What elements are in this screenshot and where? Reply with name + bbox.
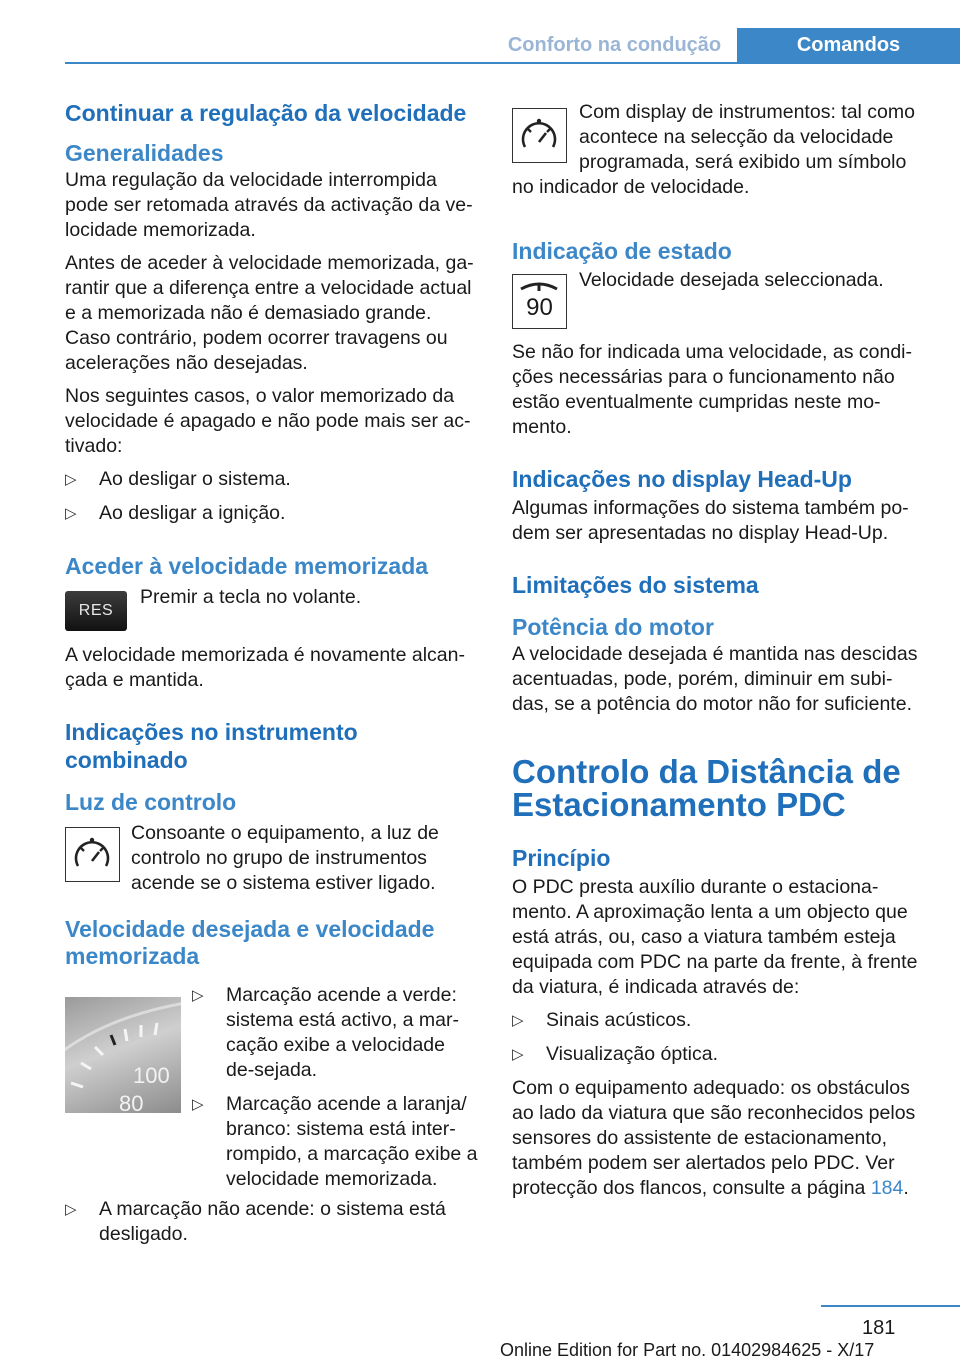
gauge-row: [65, 983, 478, 1193]
header-section: Conforto na condução: [507, 34, 722, 56]
heading-general: Generalidades: [65, 139, 224, 166]
list-item: ▷ Marcação acende a verde: sistema está activo, a mar-cação exibe a velocidade de-sejada.: [192, 983, 478, 1083]
left-column: [65, 100, 478, 1256]
gauge-label: 100: [133, 1062, 170, 1088]
para-general-2: Antes de aceder à velocidade memorizada, ga-rantir que a diferença entre a velocidade actual e a memorizada não é demasiado grande. Caso contrário, podem ocorrer travagens ou acelerações não desejadas.: [65, 252, 474, 375]
heading-engine-power: Potência do motor: [512, 613, 714, 640]
para-memorized-reached: A velocidade memorizada é novamente alcan-çada e mantida.: [65, 644, 465, 692]
heading-pdc: Controlo da Distância de Estacionamento PDC: [512, 753, 901, 824]
heading-access-memorized: Aceder à velocidade memorizada: [65, 553, 429, 580]
heading-limitations: Limitações do sistema: [512, 572, 759, 599]
res-text: Premir a tecla no volante.: [140, 586, 362, 609]
page-link[interactable]: 184: [870, 1176, 904, 1199]
display-text-cont: no indicador de velocidade.: [512, 176, 750, 198]
status-text: Velocidade desejada seleccionada.: [579, 269, 884, 292]
display-row: [512, 100, 924, 175]
status-row: [512, 268, 924, 324]
para-final-end: .: [903, 1176, 909, 1199]
list-item: ▷ Marcação acende a laranja/ branco: sistema está inter-rompido, a marcação exibe a velocidade memorizada.: [192, 1092, 478, 1192]
heading-control-light: Luz de controlo: [65, 788, 237, 815]
page-number: 181: [862, 1317, 896, 1339]
heading-principle: Princípio: [512, 845, 611, 872]
bullet-list-pdc: [512, 1008, 924, 1067]
para-hud: Algumas informações do sistema também po-dem ser apresentadas no display Head-Up.: [512, 497, 909, 545]
list-item: ▷ Visualização óptica.: [512, 1042, 924, 1067]
speed-display-icon: [512, 274, 567, 329]
header-rule: [65, 62, 960, 64]
footer-edition: Online Edition for Part no. 01402984625 - X/17: [500, 1340, 875, 1360]
res-button-icon: RES: [65, 591, 127, 631]
header-chapter-tab: Comandos: [737, 28, 960, 62]
para-principle: O PDC presta auxílio durante o estaciona-mento. A aproximação lenta a um objecto que está atrás, ou, caso a viatura também esteja equipada com PDC na parte da frente, à frente da viatura, é indicada através de:: [512, 875, 918, 998]
para-status: Se não for indicada uma velocidade, as condi-ções necessárias para o funcionamento não estão eventualmente cumpridas neste mo-mento.: [512, 341, 912, 439]
footer-rule: [821, 1305, 960, 1307]
control-light-text: Consoante o equipamento, a luz de controlo no grupo de instrumentos acende se o sistema estiver ligado.: [131, 822, 439, 895]
para-final: [512, 1076, 924, 1201]
heading-continue-speed: Continuar a regulação da velocidade: [65, 100, 467, 126]
right-column: [512, 100, 924, 1209]
gauge-label: 80: [119, 1090, 144, 1113]
bullet-list-erase: [65, 467, 478, 526]
para-power: A velocidade desejada é mantida nas descidas acentuadas, pode, porém, diminuir em subi-das, se a potência do motor não for suficiente.: [512, 643, 918, 716]
heading-hud: Indicações no display Head-Up: [512, 466, 852, 493]
speed-value: 90: [526, 294, 553, 322]
para-final-text: Com o equipamento adequado: os obstáculos ao lado da viatura que são reconhecidos pelos sensores do assistente de estacionamento, também podem ser alertados pelo PDC. Ver protecção dos flancos, consulte a página: [512, 1076, 916, 1199]
list-item: ▷ Sinais acústicos.: [512, 1008, 924, 1033]
speed-gauge-icon: [65, 997, 181, 1113]
para-general-3: Nos seguintes casos, o valor memorizado da velocidade é apagado e não pode mais ser ac-tivado:: [65, 385, 471, 458]
res-row: [65, 583, 478, 633]
display-text: Com display de instrumentos: tal como acontece na selecção da velocidade programada, será exibido um símbolo: [579, 101, 915, 173]
heading-status: Indicação de estado: [512, 238, 732, 264]
list-item: ▷ Ao desligar o sistema.: [65, 467, 478, 492]
heading-instrument-indications: Indicações no instrumento combinado: [65, 719, 358, 774]
bullet-list-off: [65, 1197, 478, 1247]
list-item: ▷ A marcação não acende: o sistema está desligado.: [65, 1197, 478, 1247]
speedometer-icon: [512, 108, 567, 163]
heading-desired-speed: Velocidade desejada e velocidade memorizada: [65, 916, 435, 969]
control-light-row: [65, 821, 478, 896]
speedometer-icon: [65, 827, 120, 882]
list-item: ▷ Ao desligar a ignição.: [65, 501, 478, 526]
para-general-1: Uma regulação da velocidade interrompida pode ser retomada através da activação da ve-locidade memorizada.: [65, 169, 473, 242]
